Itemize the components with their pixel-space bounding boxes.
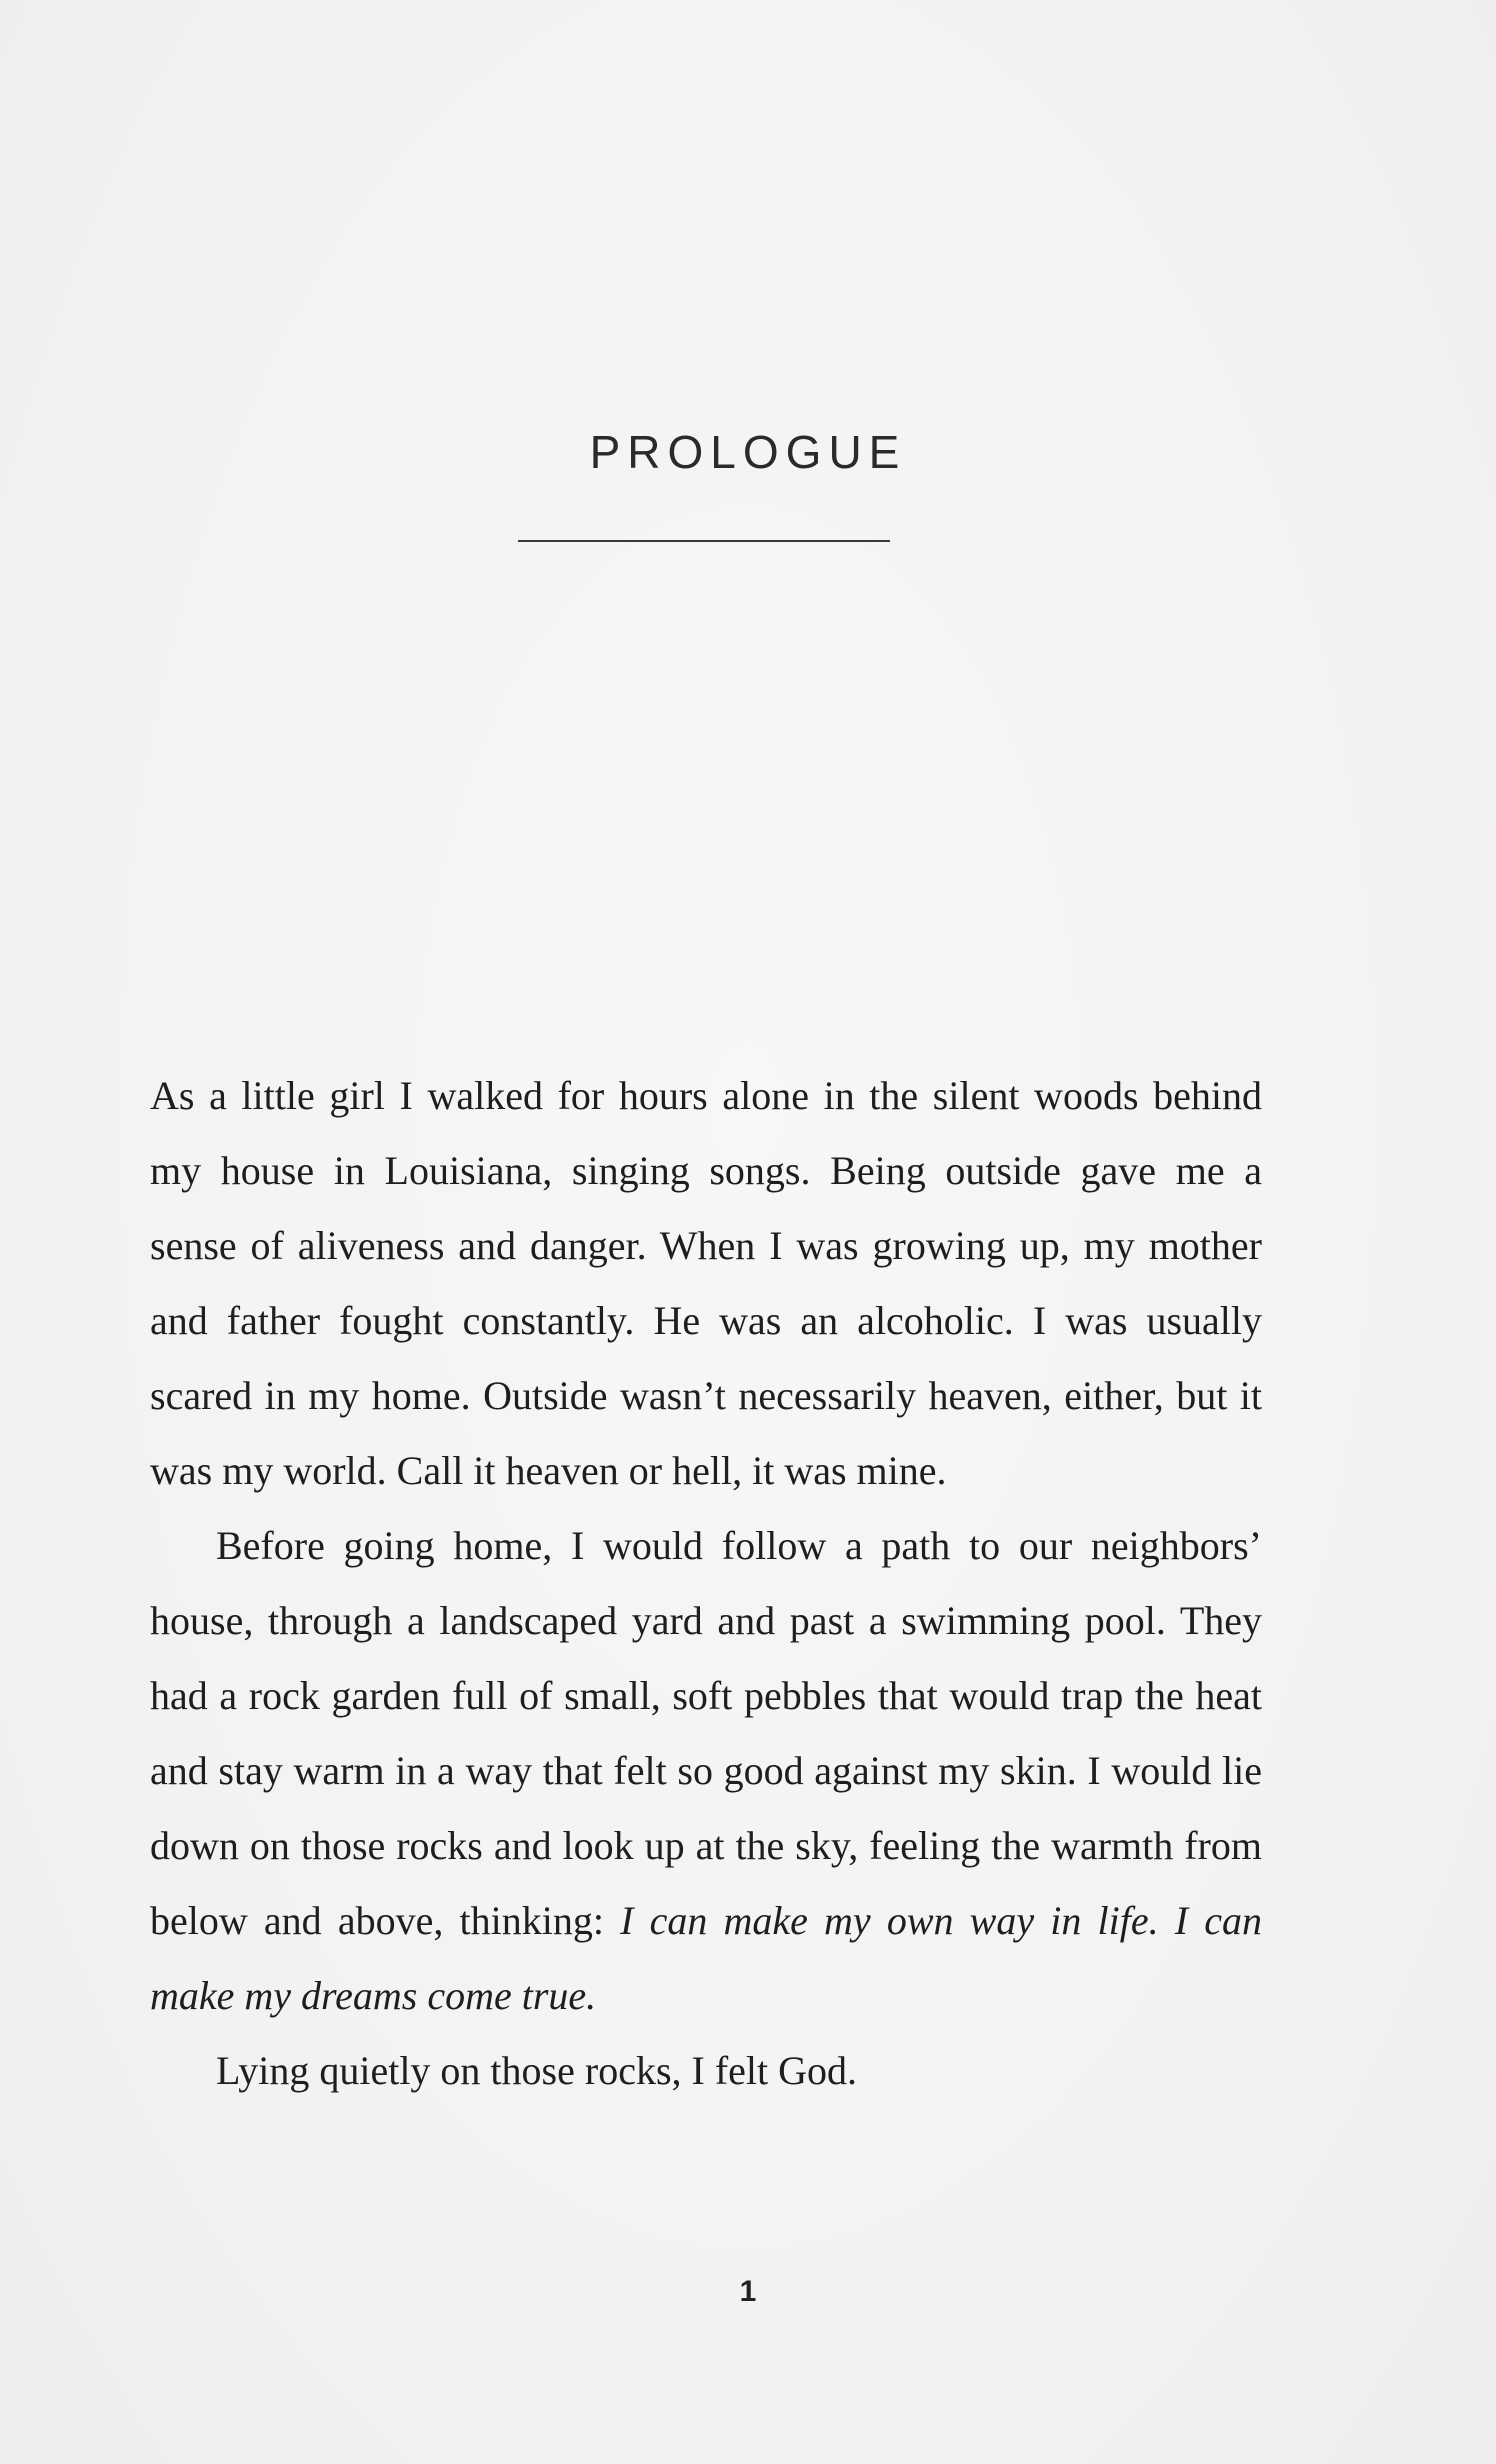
paragraph-1 <box>150 1058 1262 1508</box>
paragraph-3-text: Lying quietly on those rocks, I felt God. <box>216 2048 858 2093</box>
paragraph-2-text: Before going home, I would follow a path to our neighbors’ house, through a landscaped yard and past a swimming pool. They had a rock garden full of small, soft pebbles that would trap the heat and stay warm in a way that felt so good against my skin. I would lie down on those rocks and look up at the sky, feeling the warmth from below and above, thinking: <box>150 1523 1262 1943</box>
chapter-title: PROLOGUE <box>589 426 907 478</box>
paragraph-3 <box>150 2033 1262 2108</box>
prologue-body <box>150 1058 1262 2108</box>
paragraph-2 <box>150 1508 1262 2033</box>
page-number: 1 <box>739 2275 757 2308</box>
paragraph-2-italic-thought: I can make my own way in life. I can make my dreams come true. <box>150 1898 1262 2018</box>
paragraph-1-text: As a little girl I walked for hours alone in the silent woods behind my house in Louisiana, singing songs. Being outside gave me a sense of aliveness and danger. When I was growing up, my mother and father fought constantly. He was an alcoholic. I was usually scared in my home. Outside wasn’t necessarily heaven, either, but it was my world. Call it heaven or hell, it was mine. <box>150 1073 1262 1493</box>
title-underline-rule <box>518 540 890 542</box>
